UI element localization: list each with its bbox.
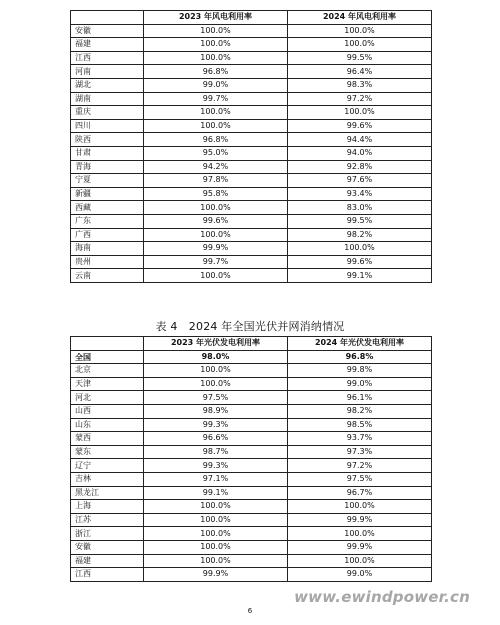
region-cell: 吉林: [71, 472, 144, 486]
table-row: [71, 201, 432, 215]
region-cell: 江西: [71, 568, 144, 582]
value-2024-cell: 97.2%: [288, 92, 432, 106]
column-header-region: [71, 337, 144, 351]
region-cell: 安徽: [71, 540, 144, 554]
table-row: [71, 78, 432, 92]
column-header-2024: 2024 年光伏发电利用率: [288, 337, 432, 351]
value-2024-cell: 99.1%: [288, 269, 432, 283]
table-row: [71, 214, 432, 228]
column-header-2024: 2024 年风电利用率: [288, 11, 432, 25]
table-row: [71, 160, 432, 174]
region-cell: 青海: [71, 160, 144, 174]
value-2023-cell: 96.8%: [144, 65, 288, 79]
table-row: [71, 364, 432, 378]
value-2023-cell: 100.0%: [144, 228, 288, 242]
region-cell: 江西: [71, 51, 144, 65]
region-cell: 黑龙江: [71, 486, 144, 500]
value-2024-cell: 100.0%: [288, 554, 432, 568]
pv-utilization-table: [70, 336, 432, 582]
page-number: 6: [247, 607, 253, 615]
region-cell: 云南: [71, 269, 144, 283]
column-header-2023: 2023 年风电利用率: [144, 11, 288, 25]
column-header-2023: 2023 年光伏发电利用率: [144, 337, 288, 351]
column-header-region: [71, 11, 144, 25]
table-row: [71, 174, 432, 188]
table-row: [71, 350, 432, 364]
region-cell: 湖南: [71, 92, 144, 106]
value-2024-cell: 99.6%: [288, 255, 432, 269]
table-row: [71, 486, 432, 500]
region-cell: 重庆: [71, 106, 144, 120]
site-watermark: www.ewindpower.cn: [294, 588, 470, 606]
value-2023-cell: 100.0%: [144, 38, 288, 52]
value-2023-cell: 95.0%: [144, 146, 288, 160]
value-2023-cell: 99.7%: [144, 92, 288, 106]
value-2023-cell: 100.0%: [144, 500, 288, 514]
region-cell: 甘肃: [71, 146, 144, 160]
value-2023-cell: 97.8%: [144, 174, 288, 188]
value-2023-cell: 99.9%: [144, 568, 288, 582]
value-2024-cell: 96.7%: [288, 486, 432, 500]
value-2024-cell: 98.2%: [288, 228, 432, 242]
table-row: [71, 92, 432, 106]
region-cell: 河北: [71, 391, 144, 405]
value-2024-cell: 98.3%: [288, 78, 432, 92]
region-cell: 北京: [71, 364, 144, 378]
table-row: [71, 255, 432, 269]
region-cell: 江苏: [71, 513, 144, 527]
value-2024-cell: 96.8%: [288, 350, 432, 364]
value-2024-cell: 99.0%: [288, 377, 432, 391]
table-row: [71, 418, 432, 432]
value-2023-cell: 96.6%: [144, 432, 288, 446]
value-2024-cell: 99.6%: [288, 119, 432, 133]
value-2023-cell: 100.0%: [144, 540, 288, 554]
region-cell: 安徽: [71, 24, 144, 38]
table-row: [71, 404, 432, 418]
value-2024-cell: 99.5%: [288, 214, 432, 228]
value-2024-cell: 94.4%: [288, 133, 432, 147]
table-row: [71, 51, 432, 65]
value-2024-cell: 100.0%: [288, 527, 432, 541]
table-row: [71, 146, 432, 160]
table-row: [71, 106, 432, 120]
value-2023-cell: 96.8%: [144, 133, 288, 147]
value-2024-cell: 97.3%: [288, 445, 432, 459]
value-2023-cell: 100.0%: [144, 51, 288, 65]
value-2023-cell: 100.0%: [144, 106, 288, 120]
value-2024-cell: 100.0%: [288, 106, 432, 120]
table-row: [71, 119, 432, 133]
table-row: [71, 391, 432, 405]
value-2024-cell: 100.0%: [288, 242, 432, 256]
value-2023-cell: 99.6%: [144, 214, 288, 228]
value-2024-cell: 100.0%: [288, 24, 432, 38]
table-row: [71, 513, 432, 527]
table-row: [71, 527, 432, 541]
region-cell: 福建: [71, 554, 144, 568]
table-row: [71, 187, 432, 201]
table-row: [71, 568, 432, 582]
value-2023-cell: 94.2%: [144, 160, 288, 174]
region-cell: 辽宁: [71, 459, 144, 473]
value-2024-cell: 99.5%: [288, 51, 432, 65]
table-row: [71, 242, 432, 256]
value-2023-cell: 99.7%: [144, 255, 288, 269]
table-row: [71, 24, 432, 38]
table-row: [71, 432, 432, 446]
value-2023-cell: 98.7%: [144, 445, 288, 459]
value-2024-cell: 97.2%: [288, 459, 432, 473]
value-2023-cell: 97.5%: [144, 391, 288, 405]
table-row: [71, 472, 432, 486]
table-row: [71, 377, 432, 391]
table-row: [71, 500, 432, 514]
table-row: [71, 133, 432, 147]
value-2024-cell: 83.0%: [288, 201, 432, 215]
region-cell: 上海: [71, 500, 144, 514]
region-cell: 河南: [71, 65, 144, 79]
value-2024-cell: 99.0%: [288, 568, 432, 582]
value-2024-cell: 100.0%: [288, 500, 432, 514]
region-cell: 西藏: [71, 201, 144, 215]
table-header-row: [71, 11, 432, 25]
value-2024-cell: 96.1%: [288, 391, 432, 405]
value-2023-cell: 99.1%: [144, 486, 288, 500]
value-2023-cell: 100.0%: [144, 527, 288, 541]
value-2023-cell: 100.0%: [144, 554, 288, 568]
value-2024-cell: 97.6%: [288, 174, 432, 188]
table-row: [71, 459, 432, 473]
table-row: [71, 38, 432, 52]
value-2024-cell: 93.7%: [288, 432, 432, 446]
region-cell: 广东: [71, 214, 144, 228]
region-cell: 山东: [71, 418, 144, 432]
table-row: [71, 554, 432, 568]
region-cell: 海南: [71, 242, 144, 256]
value-2023-cell: 100.0%: [144, 269, 288, 283]
value-2024-cell: 100.0%: [288, 38, 432, 52]
value-2024-cell: 99.9%: [288, 513, 432, 527]
value-2023-cell: 99.3%: [144, 459, 288, 473]
value-2023-cell: 99.0%: [144, 78, 288, 92]
value-2024-cell: 98.2%: [288, 404, 432, 418]
table-row: [71, 445, 432, 459]
value-2023-cell: 100.0%: [144, 377, 288, 391]
value-2023-cell: 97.1%: [144, 472, 288, 486]
value-2023-cell: 100.0%: [144, 513, 288, 527]
value-2023-cell: 95.8%: [144, 187, 288, 201]
value-2024-cell: 99.8%: [288, 364, 432, 378]
region-cell: 湖北: [71, 78, 144, 92]
region-cell: 宁夏: [71, 174, 144, 188]
value-2023-cell: 99.9%: [144, 242, 288, 256]
region-cell: 福建: [71, 38, 144, 52]
value-2023-cell: 98.9%: [144, 404, 288, 418]
value-2024-cell: 92.8%: [288, 160, 432, 174]
region-cell: 蒙东: [71, 445, 144, 459]
table-caption: 表 4 2024 年全国光伏并网消纳情况: [155, 320, 345, 333]
region-cell: 蒙西: [71, 432, 144, 446]
value-2023-cell: 99.3%: [144, 418, 288, 432]
region-cell: 全国: [71, 350, 144, 364]
table-row: [71, 540, 432, 554]
table-header-row: [71, 337, 432, 351]
region-cell: 山西: [71, 404, 144, 418]
value-2023-cell: 100.0%: [144, 364, 288, 378]
value-2023-cell: 100.0%: [144, 24, 288, 38]
value-2024-cell: 98.5%: [288, 418, 432, 432]
value-2024-cell: 93.4%: [288, 187, 432, 201]
wind-utilization-table: [70, 10, 432, 283]
table-row: [71, 228, 432, 242]
region-cell: 四川: [71, 119, 144, 133]
table-row: [71, 269, 432, 283]
region-cell: 新疆: [71, 187, 144, 201]
region-cell: 天津: [71, 377, 144, 391]
value-2024-cell: 97.5%: [288, 472, 432, 486]
region-cell: 广西: [71, 228, 144, 242]
region-cell: 陕西: [71, 133, 144, 147]
region-cell: 浙江: [71, 527, 144, 541]
value-2024-cell: 94.0%: [288, 146, 432, 160]
table-row: [71, 65, 432, 79]
value-2024-cell: 99.9%: [288, 540, 432, 554]
value-2024-cell: 96.4%: [288, 65, 432, 79]
value-2023-cell: 100.0%: [144, 201, 288, 215]
value-2023-cell: 98.0%: [144, 350, 288, 364]
region-cell: 贵州: [71, 255, 144, 269]
value-2023-cell: 100.0%: [144, 119, 288, 133]
